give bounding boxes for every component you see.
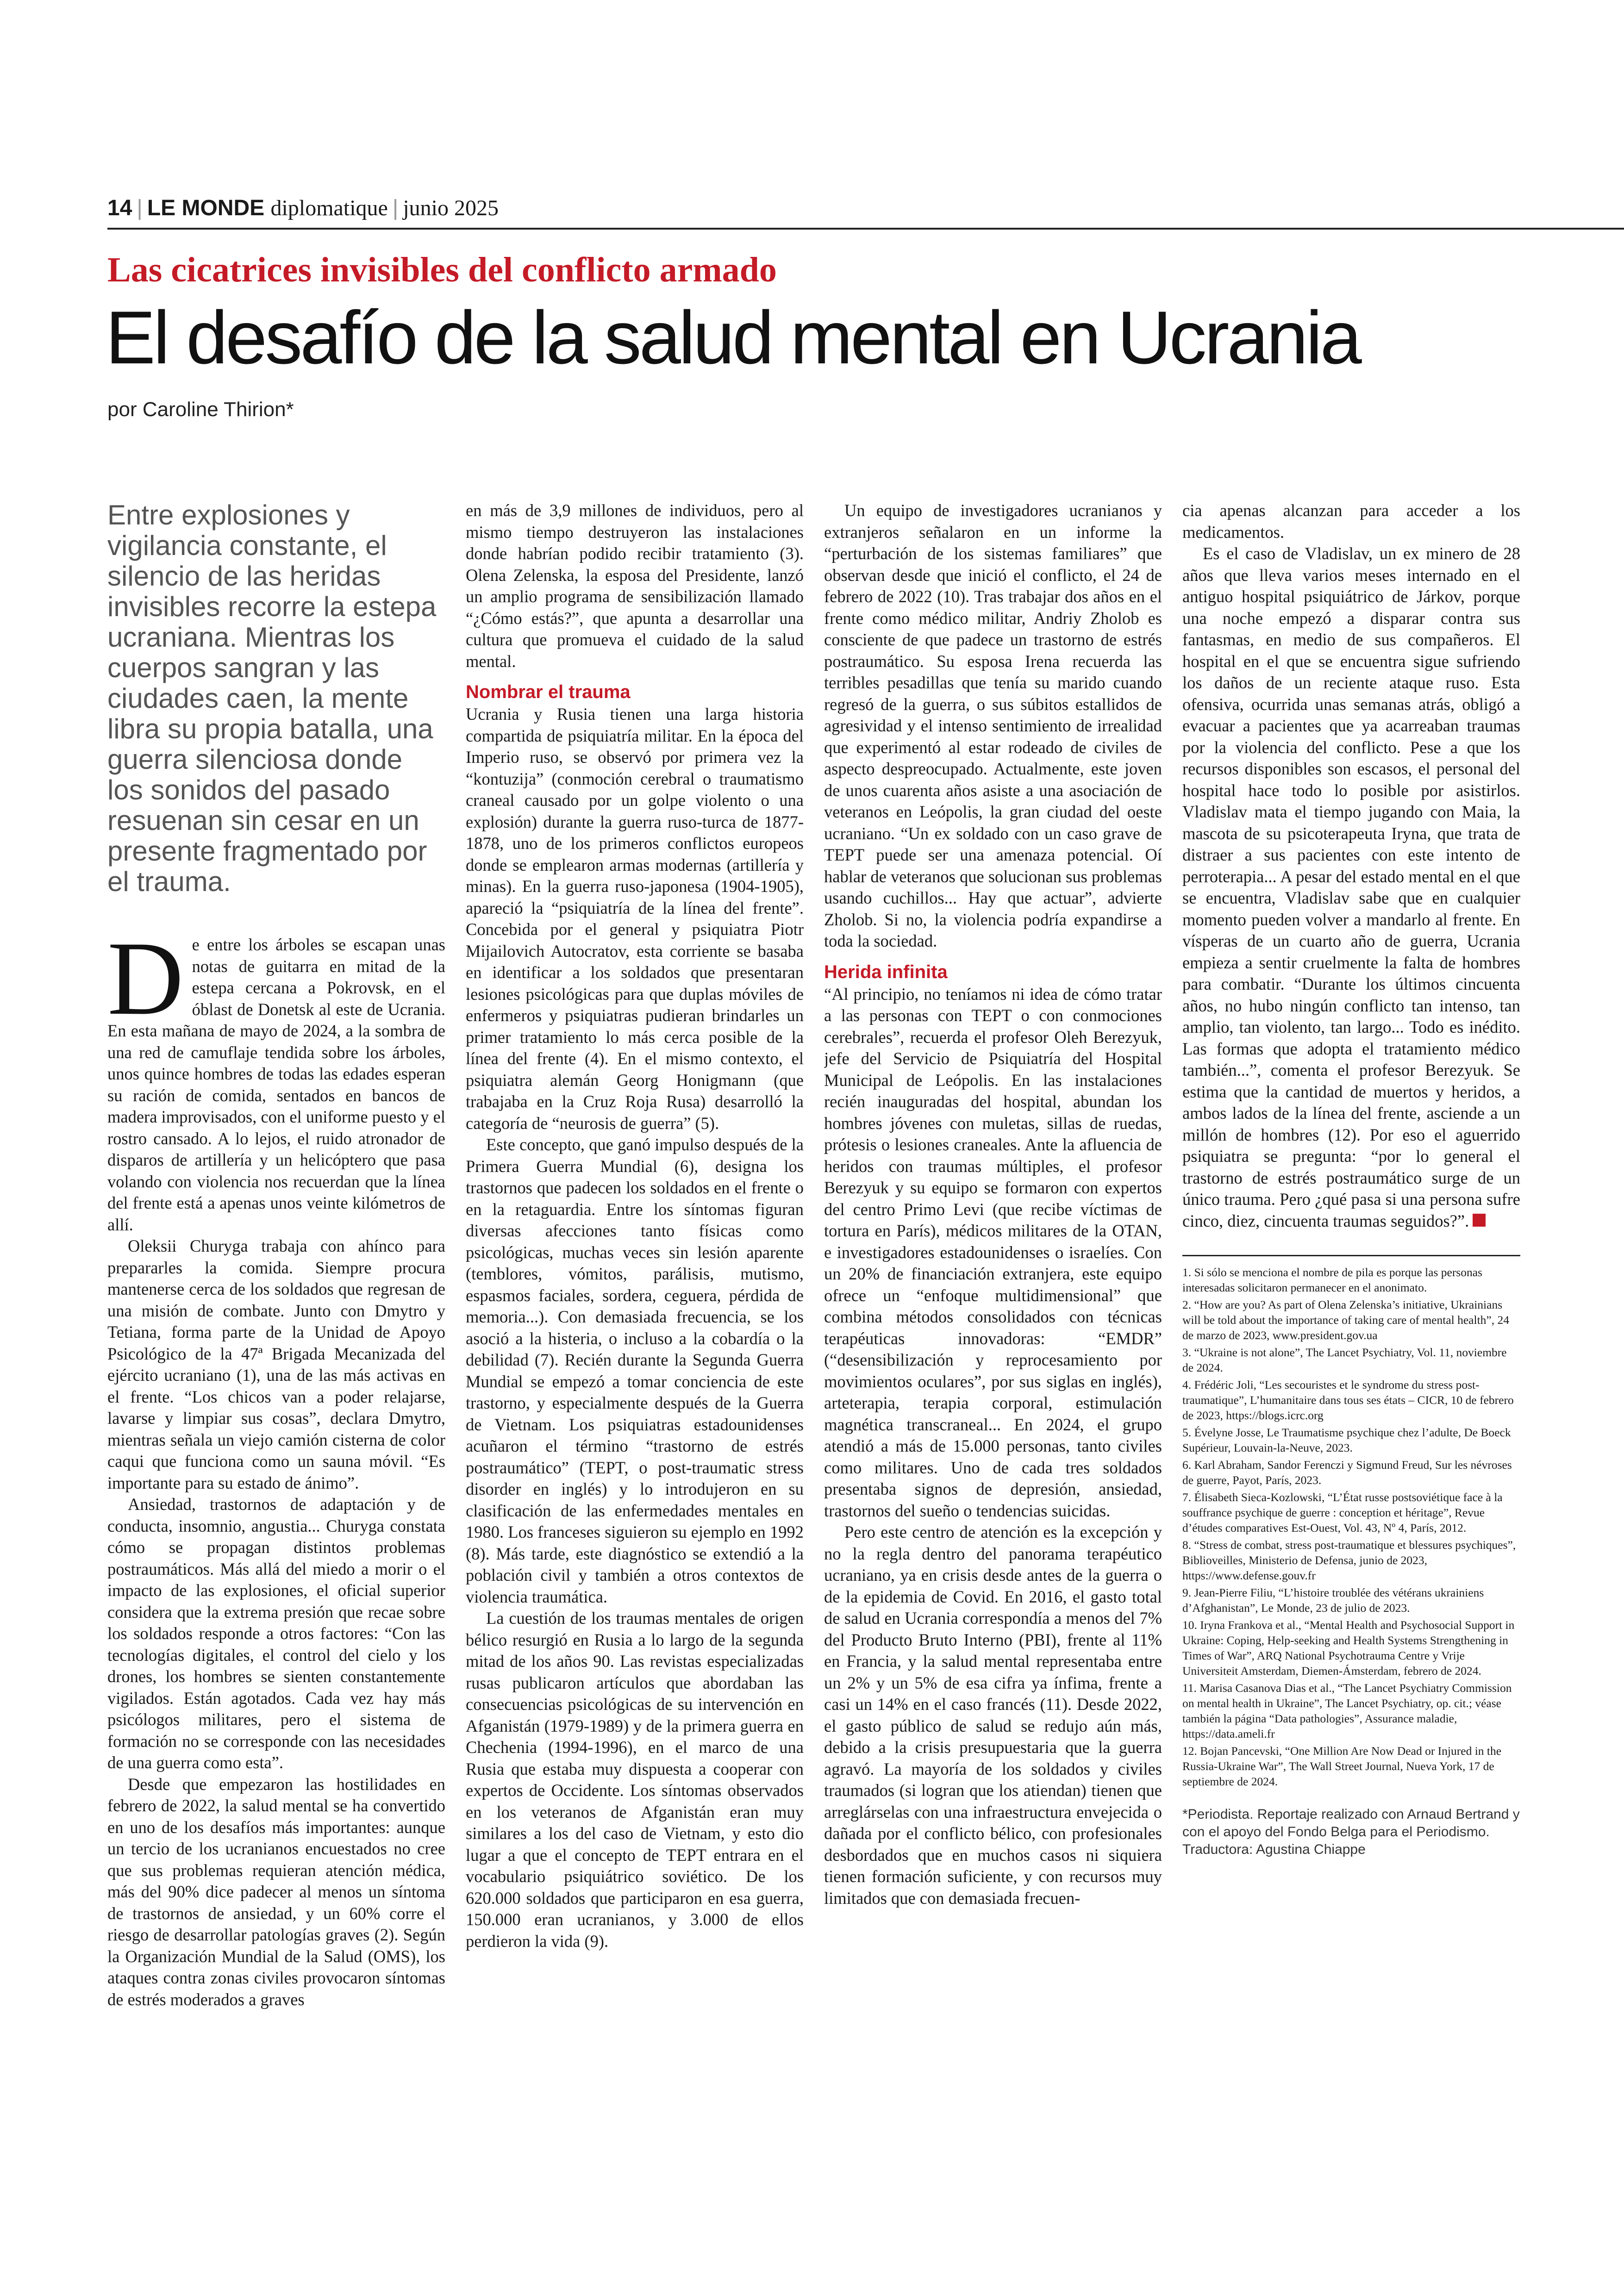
lead-paragraph: Entre explosiones y vigilancia constante, el silencio de las heridas invisibles recorre la estepa ucraniana. Mientras los cuerpos sangran y las ciudades caen, la mente libra su propia batalla, una guerra silenciosa donde los sonidos del pasado resuenan sin cesar en un presente fragmentado por el trauma.: [107, 500, 437, 897]
page-number: 14: [107, 196, 132, 220]
footnote: 12. Bojan Pancevski, “One Million Are Now Dead or Injured in the Russia-Ukraine War”, The Wall Street Journal, Nueva York, 17 de septiembre de 2024.: [1182, 1744, 1502, 1788]
page-header: 14 | LE MONDE diplomatique | junio 2025: [107, 189, 1624, 230]
footnote: 9. Jean-Pierre Filiu, “L’histoire troublée des vétérans ukrainiens d’Afghanistan”, Le Monde, 23 de julio de 2023.: [1182, 1586, 1484, 1615]
body-paragraph: Ucrania y Rusia tienen una larga historia compartida de psiquiatría militar. En la época del Imperio ruso, se observó por primera vez la “kontuzija” (conmoción cerebral o traumatismo craneal causado por un golpe violento o una explosión) durante la guerra ruso-turca de 1877-1878, uno de los primeros conflictos europeos donde se emplearon armas modernas (artillería y minas). En la guerra ruso-japonesa (1904-1905), apareció la “psiquiatría de la línea del frente”. Concebida por el general y psiquiatra Piotr Mijailovich Autocratov, esta corriente se basaba en identificar a los soldados que presentaran lesiones psicológicas para que duplas móviles de enfermeros y psiquiatras pudieran brindarles un primer tratamiento lo más cerca posible de la línea del frente (4). En el mismo contexto, el psiquiatra alemán Georg Honigmann (que trabajaba en la Cruz Roja Rusa) desarrolló la categoría de “neurosis de guerra” (5).: [466, 705, 804, 1133]
body-paragraph: Ansiedad, trastornos de adaptación y de conducta, insomnio, angustia... Churyga constata cómo se propagan distintos problemas postraumáticos. Más allá del miedo a morir o el impacto de las explosiones, el oficial superior considera que la extrema presión que recae sobre los soldados responde a otros factores: “Con las tecnologías digitales, el control del cielo y los drones, los hombres se sienten constantemente vigilados. Están agotados. Cada vez hay más psicólogos militares, pero el sistema de formación no se corresponde con las necesidades de una guerra como esta”.: [107, 1495, 445, 1772]
footnote: 2. “How are you? As part of Olena Zelenska’s initiative, Ukrainians will be told about the importance of taking care of mental health”, 24 de marzo de 2023, www.president.gov.ua: [1182, 1298, 1509, 1342]
author-note: *Periodista. Reportaje realizado con Arnaud Bertrand y con el apoyo del Fondo Belga para el Periodismo.: [1182, 1807, 1520, 1840]
body-paragraph: De entre los árboles se escapan unas notas de guitarra en mitad de la estepa cercana a Pokrovsk, en el óblast de Donetsk al este de Ucrania. En esta mañana de mayo de 2024, a la sombra de una red de camuflaje tendida sobre los árboles, unos quince hombres de todas las edades esperan su ración de comida, sentados en bancos de madera improvisados, con el uniforme puesto y el rostro cansado. A lo lejos, el ruido atronador de disparos de artillería y un helicóptero que pasa volando con violencia nos recuerdan que la línea del frente está a apenas unos veinte kilómetros de allí.: [107, 920, 445, 1234]
headline: El desafío de la salud mental en Ucrania: [106, 296, 1360, 380]
body-paragraph: Oleksii Churyga trabaja con ahínco para prepararles la comida. Siempre procura mantenerse cerca de los soldados que regresan de una misión de combate. Junto con Dmytro y Tetiana, forma parte de la Unidad de Apoyo Psicológico de la 47ª Brigada Mecanizada del ejército ucraniano (1), una de las más activas en el frente. “Los chicos van a poder relajarse, lavarse y limpiar sus cosas”, declara Dmytro, mientras señala un viejo camión cisterna de color caqui que funciona como un sauna móvil. “Es importante para su estado de ánimo”.: [107, 1236, 445, 1492]
footnote: 4. Frédéric Joli, “Les secouristes et le syndrome du stress post-traumatique”, L’humanitaire dans tous ses états – CICR, 10 de febrero de 2023, https://blogs.icrc.org: [1182, 1378, 1514, 1422]
subhead-nombrar-el-trauma: Nombrar el trauma: [466, 682, 631, 702]
footnotes: [1182, 1255, 1520, 1789]
body-paragraph: Pero este centro de atención es la excepción y no la regla dentro del panorama terapéutico ucraniano, ya en crisis desde antes de la guerra o de la epidemia de Covid. En 2016, el gasto total de salud en Ucrania correspondía a menos del 7% del Producto Bruto Interno (PBI), frente al 11% en Francia, y la salud mental representaba entre un 2% y un 5% de esa cifra ya ínfima, frente a casi un 14% en el caso francés (11). Desde 2022, el gasto público de salud se redujo aún más, debido a la crisis presupuestaria que la guerra agravó. La mayoría de los soldados y civiles traumados (si logran que los atiendan) tienen que arreglárselas con una infraestructura envejecida o dañada por el conflicto bélico, con profesionales desbordados que en muchos casos ni siquiera tienen formación suficiente, y con recursos muy limitados que con demasiada frecuen-: [824, 1522, 1162, 1908]
body-paragraph: cia apenas alcanzan para acceder a los medicamentos.: [1182, 501, 1520, 542]
footnote: 11. Marisa Casanova Dias et al., “The Lancet Psychiatry Commission on mental health in Ukraine”, The Lancet Psychiatry, op. cit.; véase también la página “Data pathologies”, Assurance maladie, https://data.ameli.fr: [1182, 1681, 1512, 1740]
brand-name-rest: diplomatique: [270, 196, 388, 220]
footnote: 3. “Ukraine is not alone”, The Lancet Psychiatry, Vol. 11, noviembre de 2024.: [1182, 1346, 1507, 1374]
issue-date: junio 2025: [403, 196, 499, 220]
body-paragraph: Es el caso de Vladislav, un ex minero de 28 años que lleva varios meses internado en el antiguo hospital psiquiátrico de Járkov, porque una noche empezó a disparar contra sus fantasmas, en medio de sus compañeros. El hospital en el que se encuentra sigue sufriendo los daños de un reciente ataque ruso. Esta ofensiva, ocurrida unas semanas atrás, obligó a evacuar a pacientes que ya acarreaban traumas por la violencia del conflicto. Pese a que los recursos disponibles son escasos, el personal del hospital hace todo lo posible por asistirlos. Vladislav mata el tiempo jugando con Maia, la mascota de su psicoterapeuta Iryna, que trata de distraer a sus pacientes con este intento de perroterapia... A pesar del estado mental en el que se encuentra, Vladislav sabe que en cualquier momento pueden volver a mandarlo al frente. En vísperas de un cuarto año de guerra, Ucrania empieza a sentir cruelmente la falta de hombres para combatir. “Durante los últimos cincuenta años, no hubo ningún conflicto tan intenso, tan amplio, tan violento, tan largo... Todo es inédito. Las formas que adopta el tratamiento médico también...”, comenta el profesor Berezyuk. Se estima que la cantidad de muertos y heridos, a ambos lados de la línea del frente, asciende a un millón de hombres (12). Por eso el aguerrido psiquiatra se pregunta: “por lo general el trastorno de estrés postraumático surge de un único trauma. Pero ¿qué pasa si una persona sufre cinco, diez, cincuenta traumas seguidos?”.: [1182, 544, 1520, 1230]
footnote: 5. Évelyne Josse, Le Traumatisme psychique chez l’adulte, De Boeck Supérieur, Louvain-la-Neuve, 2023.: [1182, 1426, 1511, 1454]
translator-note: Traductora: Agustina Chiappe: [1182, 1842, 1366, 1857]
column-3: [824, 500, 1162, 2148]
footnote: 10. Iryna Frankova et al., “Mental Health and Psychosocial Support in Ukraine: Coping, Help-seeking and Health Systems Strengthening in Times of War”, ARQ National Psychotrauma Centre y Vrije Universiteit Amsterdam, Diemen-Ámsterdam, febrero de 2024.: [1182, 1618, 1515, 1678]
footnote: 7. Élisabeth Sieca-Kozlowski, “L’État russe postsoviétique face à la souffrance psychique de guerre : conception et héritage”, Revue d’études comparatives Est-Ouest, Vol. 43, Nº 4, París, 2012.: [1182, 1491, 1503, 1534]
body-paragraph: La cuestión de los traumas mentales de origen bélico resurgió en Rusia a lo largo de la segunda mitad de los años 90. Las revistas especializadas rusas publicaron artículos que abordaban las consecuencias psicológicas de su intervención en Afganistán (1979-1989) y de la primera guerra en Chechenia (1994-1996), en el marco de una Rusia que estaba muy dispuesta a cooperar con expertos de Occidente. Los síntomas observados en los veteranos de Afganistán eran muy similares a los del caso de Vietnam, y esto dio lugar a que el concepto de TEPT entrara en el vocabulario psiquiátrico soviético. De los 620.000 soldados que participaron en esa guerra, 150.000 eran ucranianos, y 3.000 de ellos perdieron la vida (9).: [466, 1609, 804, 1951]
column-4: [1182, 500, 1520, 2148]
column-2: [466, 500, 804, 2148]
footnote: 8. “Stress de combat, stress post-traumatique et blessures psychiques”, Biblioveilles, Ministerio de Defensa, junio de 2023, https://www.defense.gouv.fr: [1182, 1538, 1516, 1582]
body-paragraph: “Al principio, no teníamos ni idea de cómo tratar a las personas con TEPT o con conmociones cerebrales”, recuerda el profesor Oleh Berezyuk, jefe del Servicio de Psiquiatría del Hospital Municipal de Leópolis. En las instalaciones recién inauguradas del hospital, abundan los hombres jóvenes con muletas, sillas de ruedas, prótesis o lesiones craneales. Ante la afluencia de heridos con traumas múltiples, el profesor Berezyuk y su equipo se formaron con expertos del centro Primo Levi (que recibe víctimas de tortura en París), médicos militares de la OTAN, e investigadores estadounidenses o israelíes. Con un 20% de financiación extranjera, este equipo ofrece un “enfoque multidimensional” que combina métodos consolidados con técnicas terapéuticas innovadoras: “EMDR” (“desensibilización y reprocesamiento por movimientos oculares”, por sus siglas en inglés), arteterapia, terapia corporal, estimulación magnética transcraneal... En 2024, el grupo atendió a más de 15.000 personas, tanto civiles como militares. Uno de cada tres soldados presentaba signos de depresión, ansiedad, trastornos del sueño o tendencias suicidas.: [824, 984, 1162, 1520]
body-paragraph: Este concepto, que ganó impulso después de la Primera Guerra Mundial (6), designa los trastornos que padecen los soldados en el frente o en la retaguardia. Entre los síntomas figuran diversas afecciones tanto físicas como psicológicas, muchas veces sin lesión aparente (temblores, vómitos, parálisis, mutismo, espasmos faciales, sordera, ceguera, pérdida de memoria...). Con demasiada frecuencia, se los asoció a la histeria, o incluso a la cobardía o la debilidad (7). Recién durante la Segunda Guerra Mundial se empezó a tomar conciencia de este trastorno, y especialmente después de la Guerra de Vietnam. Los psiquiatras estadounidenses acuñaron el término “trastorno de estrés postraumático” (TEPT, o post-traumatic stress disorder en inglés) y lo introdujeron en su clasificación de las enfermedades mentales en 1980. Los franceses siguieron su ejemplo en 1992 (8). Más tarde, este diagnóstico se extendió a la población civil y también a otros contextos de violencia traumática.: [466, 1135, 804, 1606]
body-paragraph: en más de 3,9 millones de individuos, pero al mismo tiempo destruyeron las instalaciones donde habrían podido recibir tratamiento (3). Olena Zelenska, la esposa del Presidente, lanzó un amplio programa de sensibilización llamado “¿Cómo estás?”, que apunta a desarrollar una cultura que promueva el cuidado de la salud mental.: [466, 501, 804, 671]
drop-cap: D: [107, 920, 184, 1037]
byline: por Caroline Thirion*: [107, 398, 294, 421]
brand-name-bold: LE MONDE: [147, 196, 265, 220]
kicker: Las cicatrices invisibles del conflicto armado: [107, 250, 777, 289]
subhead-herida-infinita: Herida infinita: [824, 961, 948, 982]
column-1: [107, 500, 445, 2148]
body-paragraph: Desde que empezaron las hostilidades en febrero de 2022, la salud mental se ha convertido en uno de los desafíos más importantes: aunque un tercio de los ucranianos encuestados no cree que sus problemas requieran atención médica, más del 90% dice padecer al menos un síntoma de trastornos de ansiedad, y un 60% corre el riesgo de desarrollar patologías graves (2). Según la Organización Mundial de la Salud (OMS), los ataques contra zonas civiles provocaron síntomas de estrés moderados a graves: [107, 1774, 445, 2009]
footnote: 1. Si sólo se menciona el nombre de pila es porque las personas interesadas solicitaron permanecer en el anonimato.: [1182, 1266, 1482, 1294]
body-paragraph: Un equipo de investigadores ucranianos y extranjeros señalaron en un informe la “perturbación de los sistemas familiares” que observan desde que inició el conflicto, el 24 de febrero de 2022 (10). Tras trabajar dos años en el frente como médico militar, Andriy Zholob es consciente de que padece un trastorno de estrés postraumático. Su esposa Irena recuerda las terribles pesadillas que tenía su marido cuando regresó de la guerra, o sus súbitos estallidos de agresividad y el intenso sentimiento de irrealidad que experimentó al estar rodeado de civiles de aspecto despreocupado. Actualmente, este joven de unos cuarenta años asiste a una asociación de veteranos en Leópolis, la gran ciudad del oeste ucraniano. “Un ex soldado con un caso grave de TEPT puede ser una amenaza potencial. Oí hablar de veteranos que solucionan sus problemas usando cuchillos... Hay que actuar”, advierte Zholob. Si no, la violencia podría expandirse a toda la sociedad.: [824, 501, 1162, 950]
end-mark-icon: [1473, 1214, 1486, 1227]
author-credits: [1182, 1806, 1520, 1858]
footnote: 6. Karl Abraham, Sandor Ferenczi y Sigmund Freud, Sur les névroses de guerre, Payot, París, 2023.: [1182, 1458, 1512, 1487]
